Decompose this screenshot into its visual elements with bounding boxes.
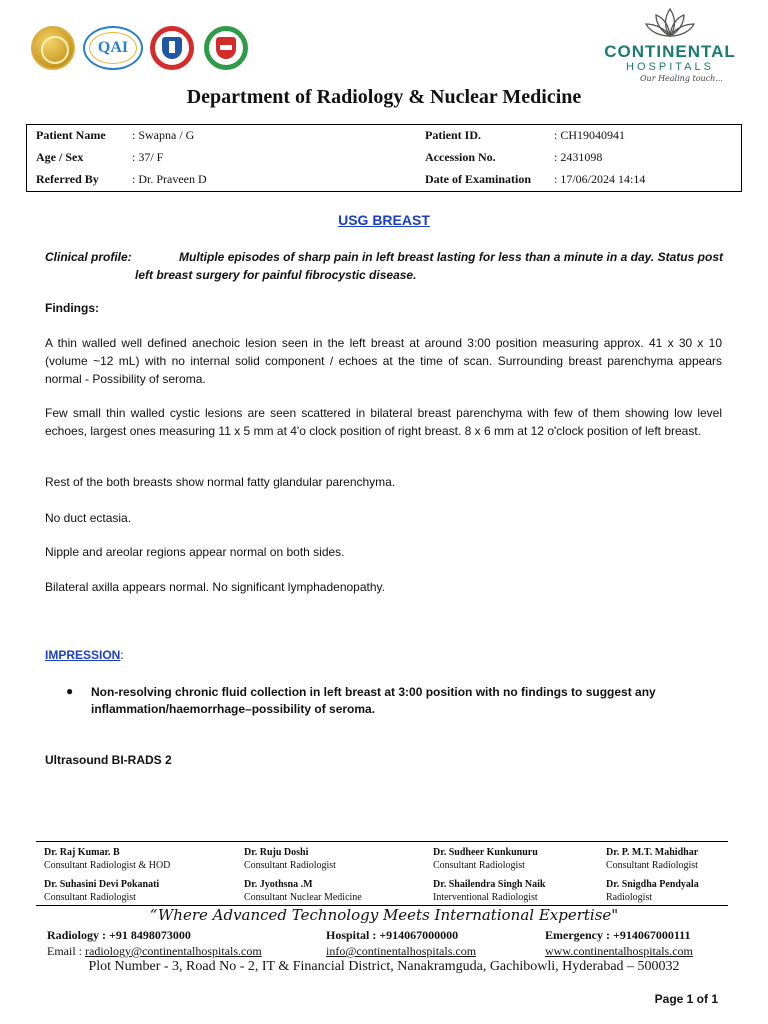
emergency-label: Emergency : — [545, 928, 610, 942]
referred-by-value: : Dr. Praveen D — [132, 172, 207, 186]
finding-paragraph: A thin walled well defined anechoic lesion seen in the left breast at around 3:00 position measuring approx. 41 x 30 x 10 (volume ~12 mL) with no internal solid component / echoes at the time of scan. Surrounding breast parenchyma appears normal - Possibility of seroma. — [45, 336, 722, 386]
emergency-contact — [545, 928, 691, 943]
radiology-contact — [47, 928, 191, 943]
birads-result: Ultrasound BI-RADS 2 — [45, 753, 172, 767]
age-sex-label: Age / Sex — [36, 150, 84, 164]
finding-paragraph: Few small thin walled cystic lesions are seen scattered in bilateral breast parenchyma with few of them showing low level echoes, largest ones measuring 11 x 5 mm at 4'o clock position of right breast. 8 x 6 mm at 12 o'clock position of left breast. — [45, 406, 722, 438]
exam-date-value: : 17/06/2024 14:14 — [554, 172, 646, 186]
doctor-entry — [44, 878, 159, 904]
finding-paragraph: Rest of the both breasts show normal fatty glandular parenchyma. — [45, 475, 396, 489]
website-link[interactable]: www.continentalhospitals.com — [545, 944, 693, 958]
findings-label: Findings: — [45, 301, 99, 315]
doctor-name: Dr. Shailendra Singh Naik — [433, 879, 546, 890]
hospital-contact — [326, 928, 458, 943]
finding-paragraph: No duct ectasia. — [45, 511, 132, 525]
doctor-role: Radiologist — [606, 892, 653, 903]
qai-seal-text: QAI — [97, 39, 129, 56]
accreditation-seal-gold — [31, 26, 75, 70]
doctor-entry — [433, 878, 545, 904]
report-title: USG BREAST — [338, 212, 430, 228]
accession-value: : 2431098 — [554, 150, 603, 164]
clinical-profile-label: Clinical profile: — [45, 250, 132, 264]
doctor-role: Consultant Radiologist — [433, 860, 525, 871]
patient-id-value: : CH19040941 — [554, 128, 626, 142]
doctor-entry — [606, 878, 699, 904]
referred-by-label: Referred By — [36, 172, 99, 186]
email-info — [326, 944, 476, 959]
department-title: Department of Radiology & Nuclear Medicine — [186, 86, 582, 108]
nabh-seal-red — [150, 26, 194, 70]
doctor-role: Consultant Radiologist & HOD — [44, 860, 171, 871]
footer-tagline: “Where Advanced Technology Meets International Expertise" — [149, 906, 619, 924]
doctor-role: Consultant Nuclear Medicine — [244, 892, 362, 903]
page-number: Page 1 of 1 — [654, 992, 718, 1006]
doctor-role: Consultant Radiologist — [44, 892, 136, 903]
age-sex-value: : 37/ F — [132, 150, 164, 164]
hospital-label: Hospital : — [326, 928, 377, 942]
clinical-profile-text: Multiple episodes of sharp pain in left breast lasting for less than a minute in a day. Status post left breast surgery for painful fibrocystic disease. — [135, 250, 723, 282]
brand-name: CONTINENTAL — [604, 42, 736, 61]
patient-row-1 — [27, 125, 741, 145]
exam-date-label: Date of Examination — [425, 172, 531, 186]
impression-item-text: Non-resolving chronic fluid collection in left breast at 3:00 position with no findings to suggest any inflammation/haemorrhage–possibility of seroma. — [91, 685, 656, 716]
doctor-name: Dr. P. M.T. Mahidhar — [606, 847, 699, 858]
patient-name-label: Patient Name — [36, 128, 106, 142]
accession-label: Accession No. — [425, 150, 496, 164]
radiology-phone: +91 8498073000 — [109, 928, 191, 942]
brand-sub: HOSPITALS — [626, 61, 714, 73]
email-radiology-link[interactable]: radiology@continentalhospitals.com — [85, 944, 262, 958]
finding-paragraph: Bilateral axilla appears normal. No significant lymphadenopathy. — [45, 580, 385, 594]
doctor-roster — [36, 841, 728, 903]
lotus-icon — [640, 6, 700, 38]
patient-row-3 — [27, 169, 741, 189]
doctor-name: Dr. Ruju Doshi — [244, 847, 309, 858]
doctor-name: Dr. Sudheer Kunkunuru — [433, 847, 538, 858]
doctor-role: Consultant Radiologist — [244, 860, 336, 871]
patient-name-value: : Swapna / G — [132, 128, 195, 142]
doctor-entry — [433, 846, 538, 872]
nabh-seal-green — [204, 26, 248, 70]
email-info-link[interactable]: info@continentalhospitals.com — [326, 944, 477, 958]
bullet-icon: ● — [66, 684, 74, 698]
impression-label: IMPRESSION — [45, 648, 121, 662]
patient-row-2 — [27, 147, 741, 167]
doctor-entry — [44, 846, 170, 872]
doctor-name: Dr. Raj Kumar. B — [44, 847, 120, 858]
email-row — [47, 944, 262, 959]
doctor-entry — [606, 846, 698, 872]
impression-colon: : — [120, 648, 124, 662]
brand-tagline: Our Healing touch... — [640, 74, 723, 83]
doctor-role: Consultant Radiologist — [606, 860, 698, 871]
website — [545, 944, 693, 959]
hospital-address: Plot Number - 3, Road No - 2, IT & Financial District, Nanakramguda, Gachibowli, Hyderabad – 500032 — [88, 959, 680, 974]
impression-heading — [45, 648, 124, 662]
hospital-phone: +914067000000 — [379, 928, 459, 942]
doctor-name: Dr. Suhasini Devi Pokanati — [44, 879, 160, 890]
doctor-name: Dr. Snigdha Pendyala — [606, 879, 699, 890]
patient-info-table — [26, 124, 742, 192]
doctor-entry — [244, 846, 336, 872]
qai-seal — [83, 26, 143, 70]
doctor-role: Interventional Radiologist — [433, 892, 538, 903]
doctor-entry — [244, 878, 362, 904]
finding-paragraph: Nipple and areolar regions appear normal on both sides. — [45, 545, 345, 559]
emergency-phone: +914067000111 — [612, 928, 691, 942]
email-label: Email : — [47, 944, 82, 958]
doctor-name: Dr. Jyothsna .M — [244, 879, 313, 890]
radiology-label: Radiology : — [47, 928, 107, 942]
patient-id-label: Patient ID. — [425, 128, 481, 142]
hospital-logo — [600, 6, 740, 84]
